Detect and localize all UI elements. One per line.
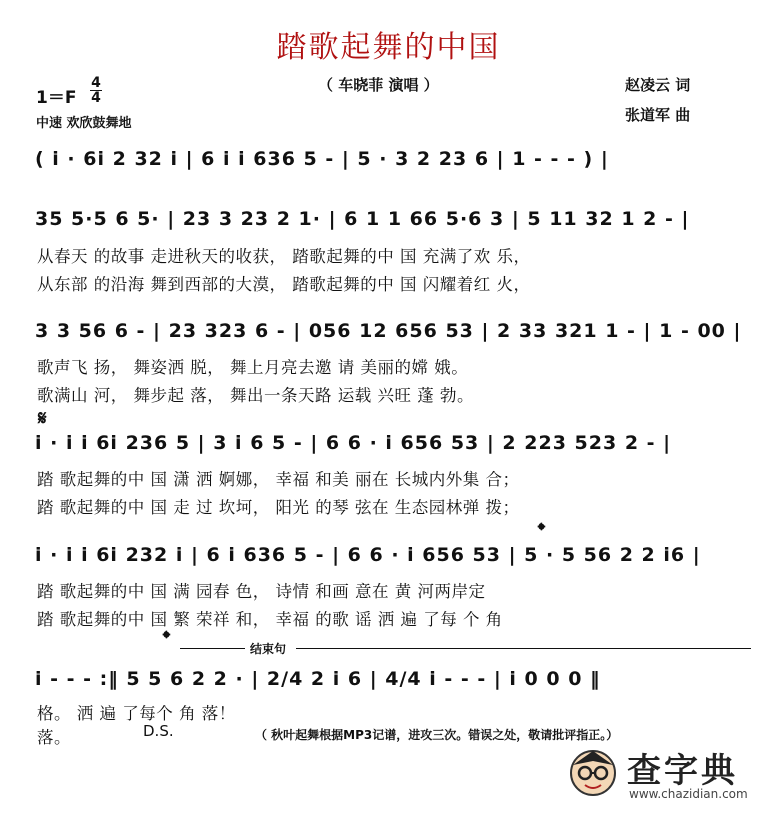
transcription-footnote: （ 秋叶起舞根据MP3记谱，进攻三次。错误之处，敬请批评指正。）: [255, 728, 619, 742]
song-title: 踏歌起舞的中国: [276, 30, 501, 65]
composer-credit: 张道军 曲: [625, 106, 691, 124]
notation-row-3: i · i i 6i 236 5 | 3 i 6 5 - | 6 6 · i 656 53 | 2 223 523 2 - |: [35, 432, 672, 454]
notation-row-1: 35 5·5 6 5· | 23 3 23 2 1· | 6 1 1 66 5·6 3 | 5 11 32 1 2 - |: [35, 208, 690, 230]
segno-sign: 𝄋: [38, 406, 47, 430]
lyric-row-2-verse-2: 歌满山 河， 舞步起 落， 舞出一条天路 运载 兴旺 蓬 勃。: [37, 386, 474, 405]
lyric-row-5-verse-1: 格。 洒 遍 了每个 角 落！: [37, 704, 236, 723]
watermark-name: 查字典: [627, 751, 738, 791]
coda-sign: 𝄌: [538, 518, 545, 542]
lyric-row-2-verse-1: 歌声飞 扬， 舞姿洒 脱， 舞上月亮去邀 请 美丽的嫦 娥。: [37, 358, 469, 377]
lyric-row-4-verse-1: 踏 歌起舞的中 国 满 园春 色， 诗情 和画 意在 黄 河两岸定: [37, 582, 486, 601]
ending-label: 结束句: [250, 642, 287, 656]
time-signature: [90, 76, 102, 105]
lyric-row-3-verse-2: 踏 歌起舞的中 国 走 过 坎坷， 阳光 的琴 弦在 生态园林弹 拨；: [37, 498, 520, 517]
notation-row-5: i - - - :‖ 5 5 6 2 2 · | 2/4 2 i 6 | 4/4 i - - - | i 0 0 0 ‖: [35, 668, 601, 690]
notation-row-intro: ( i · 6i 2 32 i | 6 i i 636 5 - | 5 · 3 2 23 6 | 1 - - - ) |: [35, 148, 609, 170]
lyric-row-1-verse-2: 从东部 的沿海 舞到西部的大漠， 踏歌起舞的中 国 闪耀着红 火，: [37, 275, 531, 294]
ds-marking: D.S.: [143, 722, 174, 740]
mascot-icon: [565, 743, 621, 803]
time-signature-top: 4: [91, 75, 101, 91]
tempo-marking: 中速 欢欣鼓舞地: [36, 116, 132, 131]
coda-sign-ending: 𝄌: [163, 626, 170, 650]
key-signature: 1＝F: [36, 88, 77, 108]
lyricist-credit: 赵凌云 词: [625, 76, 691, 94]
lyric-row-3-verse-1: 踏 歌起舞的中 国 潇 洒 婀娜， 幸福 和美 丽在 长城内外集 合；: [37, 470, 520, 489]
watermark-url: www.chazidian.com: [629, 787, 748, 801]
lyric-row-5-verse-2: 落。: [37, 728, 71, 747]
notation-row-2: 3 3 56 6 - | 23 323 6 - | 056 12 656 53 | 2 33 321 1 - | 1 - 00 |: [35, 320, 742, 342]
watermark-logo: [565, 743, 765, 805]
notation-row-4: i · i i 6i 232 i | 6 i 636 5 - | 6 6 · i 656 53 | 5 · 5 56 2 2 i6 |: [35, 544, 701, 566]
time-signature-bottom: 4: [91, 90, 101, 106]
performer-credit: （ 车晓菲 演唱 ）: [318, 76, 439, 94]
lyric-row-1-verse-1: 从春天 的故事 走进秋天的收获， 踏歌起舞的中 国 充满了欢 乐，: [37, 247, 531, 266]
lyric-row-4-verse-2: 踏 歌起舞的中 国 繁 荣祥 和， 幸福 的歌 谣 洒 遍 了每 个 角: [37, 610, 503, 629]
